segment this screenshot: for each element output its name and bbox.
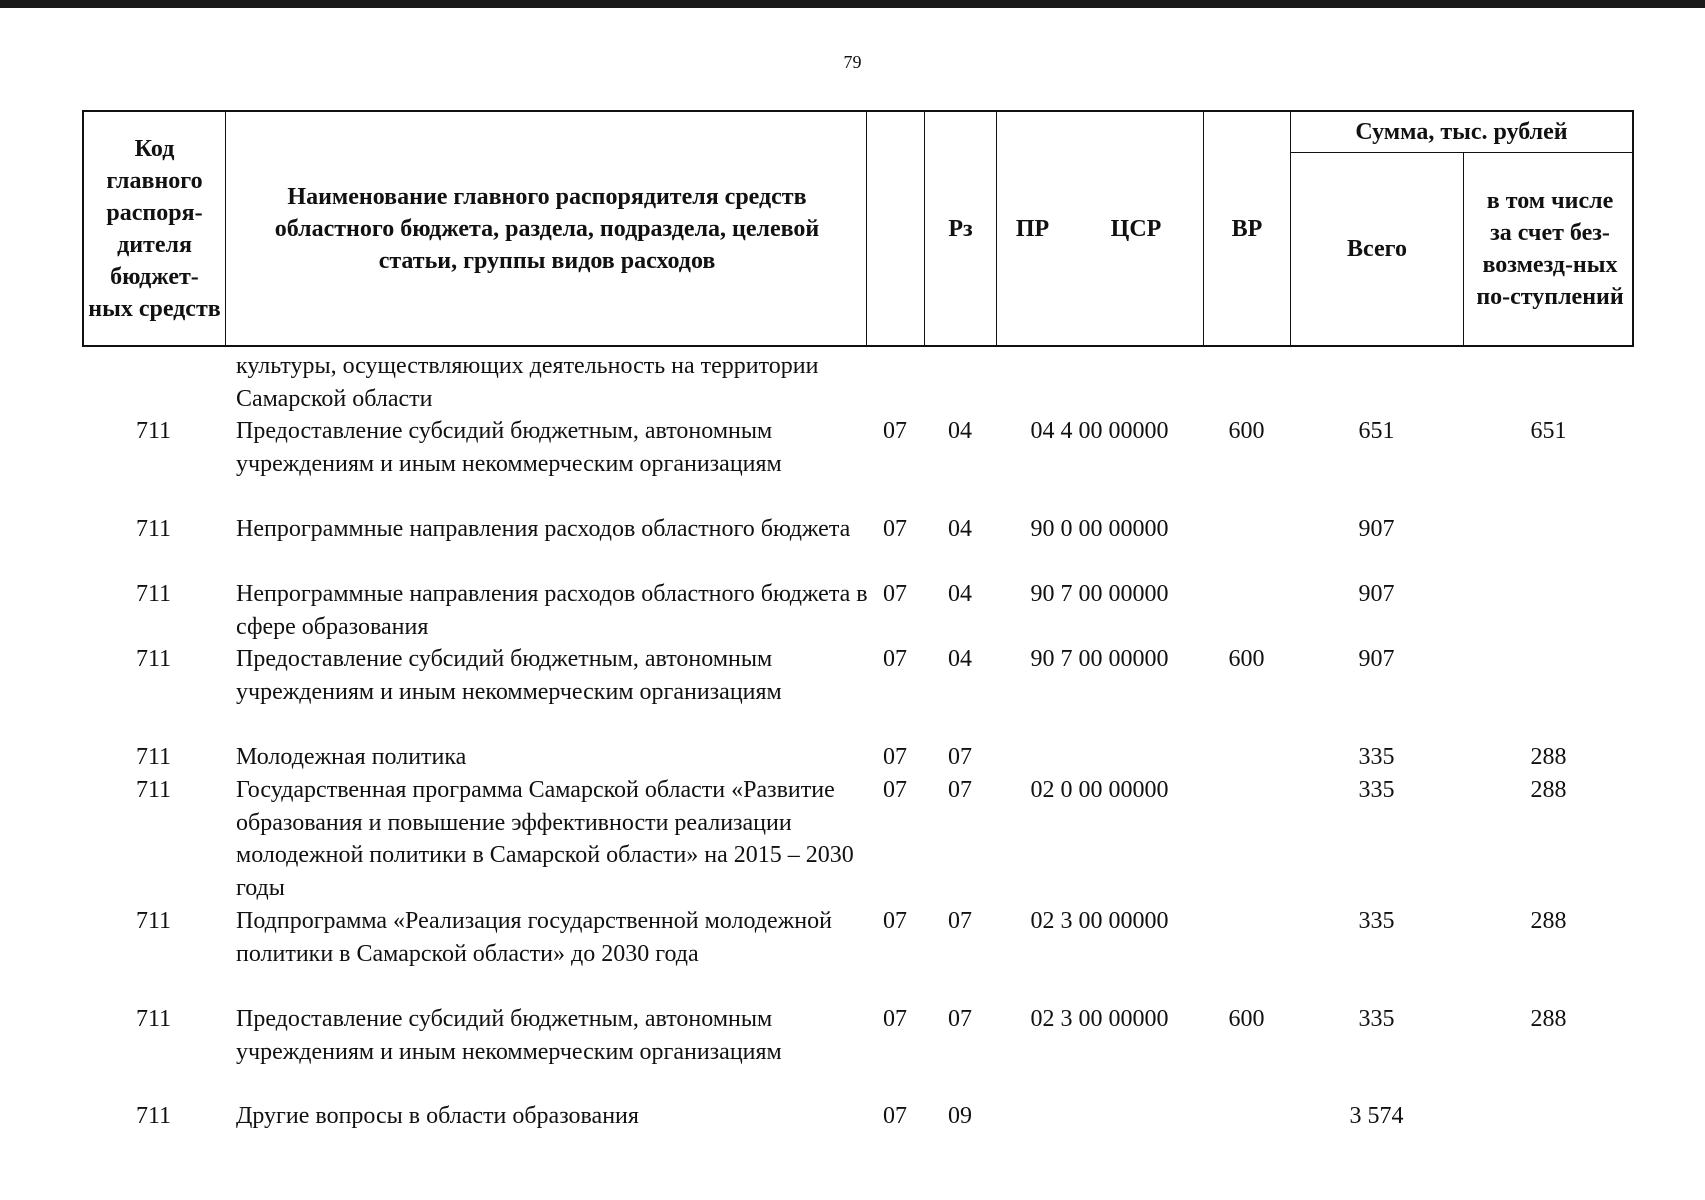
cell-total: 907	[1358, 646, 1395, 672]
header-rz: Рз	[948, 215, 973, 242]
cell-rz: 07	[883, 1103, 907, 1129]
cell-code: 711	[135, 1006, 172, 1032]
cell-code: 711	[135, 646, 172, 672]
header-divider	[866, 110, 867, 347]
cell-pr: 07	[948, 777, 972, 803]
cell-name: Подпрограмма «Реализация государственной молодежной политики в Самарской области» до 2030 года	[236, 908, 832, 967]
header-border-right	[1632, 110, 1634, 347]
cell-total: 335	[1358, 777, 1395, 803]
cell-pr: 04	[948, 646, 972, 672]
cell-total: 651	[1358, 418, 1395, 444]
cell-code: 711	[135, 908, 172, 934]
cell-pr: 07	[948, 744, 972, 770]
page-top-border	[0, 0, 1705, 8]
header-vr: ВР	[1231, 215, 1263, 242]
header-free: в том числе за счет без-возмезд-ных по-ступлений	[1476, 188, 1624, 310]
header-divider	[225, 110, 226, 347]
cell-code: 711	[135, 418, 172, 444]
cell-total: 907	[1358, 581, 1395, 607]
cell-vr: 600	[1228, 418, 1265, 444]
cell-rz: 07	[883, 777, 907, 803]
cell-rz: 07	[883, 908, 907, 934]
cell-total: 3 574	[1349, 1103, 1404, 1129]
cell-csr: 90 0 00 00000	[1030, 516, 1169, 542]
cell-free: 288	[1530, 908, 1567, 934]
header-pr: ПР	[1015, 215, 1050, 242]
header-code: Код главного распоря-дителя бюджет-ных средств	[88, 135, 221, 322]
page-number: 79	[843, 52, 862, 72]
cell-csr: 90 7 00 00000	[1030, 581, 1169, 607]
cell-code: 711	[135, 777, 172, 803]
cell-rz: 07	[883, 418, 907, 444]
cell-free: 651	[1530, 418, 1567, 444]
cell-rz: 07	[883, 581, 907, 607]
header-csr: ЦСР	[1110, 215, 1162, 242]
cell-rz: 07	[883, 516, 907, 542]
cell-name: Другие вопросы в области образования	[236, 1103, 639, 1129]
cell-csr: 02 0 00 00000	[1030, 777, 1169, 803]
cell-total: 335	[1358, 744, 1395, 770]
cell-pr: 04	[948, 581, 972, 607]
cell-code: 711	[135, 581, 172, 607]
cell-rz: 07	[883, 1006, 907, 1032]
cell-name: Предоставление субсидий бюджетным, автономным учреждениям и иным некоммерческим организациям	[236, 418, 782, 477]
cell-total: 907	[1358, 516, 1395, 542]
cell-total: 335	[1358, 1006, 1395, 1032]
cell-name: Предоставление субсидий бюджетным, автономным учреждениям и иным некоммерческим организациям	[236, 1006, 782, 1065]
header-sum: Сумма, тыс. рублей	[1355, 119, 1568, 145]
cell-code: 711	[135, 1103, 172, 1129]
cell-code: 711	[135, 516, 172, 542]
cell-name: Непрограммные направления расходов областного бюджета	[236, 516, 851, 542]
cell-name: Непрограммные направления расходов областного бюджета в сфере образования	[236, 581, 868, 640]
header-total: Всего	[1347, 236, 1407, 262]
cell-vr: 600	[1228, 1006, 1265, 1032]
cell-free: 288	[1530, 744, 1567, 770]
cell-pr: 04	[948, 418, 972, 444]
cell-pr: 04	[948, 516, 972, 542]
cell-rz: 07	[883, 646, 907, 672]
cell-name: Государственная программа Самарской области «Развитие образования и повышение эффективности реализации молодежной политики в Самарской области» на 2015 – 2030 годы	[236, 777, 854, 901]
cell-name: Молодежная политика	[236, 744, 467, 770]
header-border-bottom	[82, 345, 1634, 347]
cell-rz: 07	[883, 744, 907, 770]
cell-vr: 600	[1228, 646, 1265, 672]
cell-csr: 02 3 00 00000	[1030, 908, 1169, 934]
header-name: Наименование главного распорядителя средств областного бюджета, раздела, подраздела, целевой статьи, группы видов расходов	[274, 183, 820, 274]
cell-total: 335	[1358, 908, 1395, 934]
cell-csr: 02 3 00 00000	[1030, 1006, 1169, 1032]
header-divider	[1463, 152, 1464, 347]
header-border-left	[82, 110, 84, 347]
cell-free: 288	[1530, 1006, 1567, 1032]
table-header	[82, 110, 1634, 347]
cell-csr: 90 7 00 00000	[1030, 646, 1169, 672]
cell-pr: 07	[948, 1006, 972, 1032]
cell-code: 711	[135, 744, 172, 770]
cell-free: 288	[1530, 777, 1567, 803]
cell-pr: 07	[948, 908, 972, 934]
cell-csr: 04 4 00 00000	[1030, 418, 1169, 444]
cell-name: Предоставление субсидий бюджетным, автономным учреждениям и иным некоммерческим организациям	[236, 646, 782, 705]
cell-name: культуры, осуществляющих деятельность на территории Самарской области	[236, 353, 819, 412]
cell-pr: 09	[948, 1103, 972, 1129]
